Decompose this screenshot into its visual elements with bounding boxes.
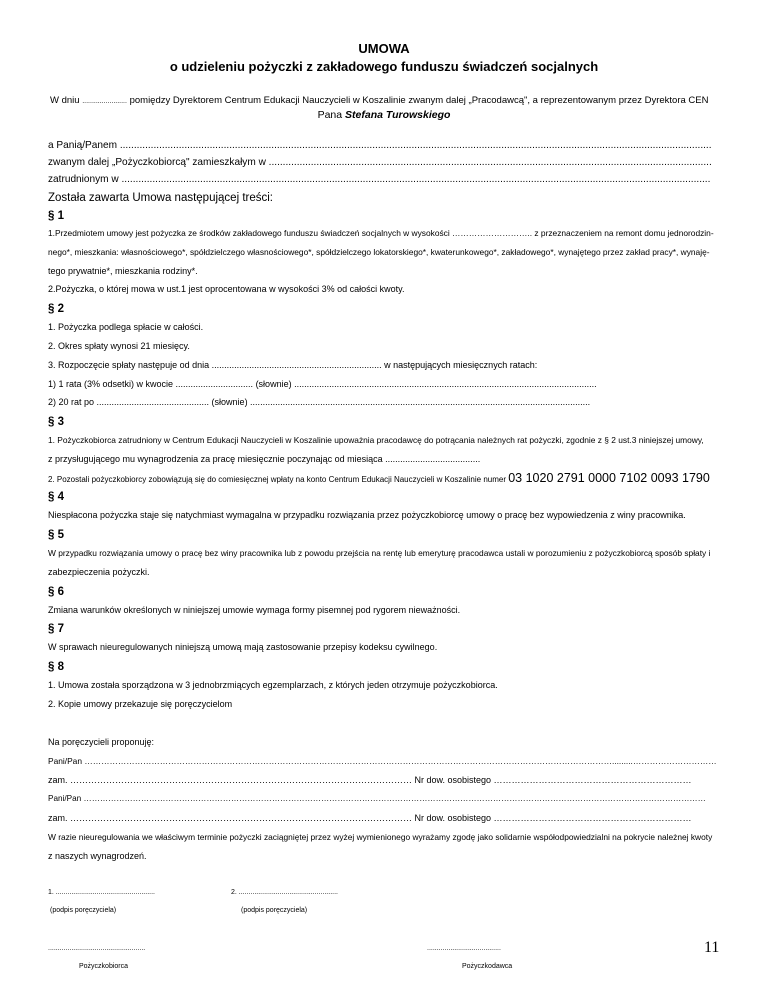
guarantor-1-signature-label: (podpis poręczyciela) (50, 907, 117, 914)
party-line-3: zatrudnionym w .................................................................................................................................................................................................................. (48, 174, 711, 185)
section-1-p1-line1: 1.Przedmiotem umowy jest pożyczka ze środków zakładowego funduszu świadczeń socjalnych w wysokości ……………………….. z przeznaczeniem na remont domu jednorodzin- (48, 228, 714, 238)
section-7-heading: § 7 (48, 623, 64, 635)
section-7-p1: W sprawach nieuregulowanych niniejszą umową mają zastosowanie przepisy kodeksu cywilnego. (48, 642, 438, 652)
guarantors-closing-line1: W razie nieuregulowania we właściwym terminie pożyczki zaciągniętej przez wyżej wymienionego wyrażamy zgodę jako solidarnie współodpowiedzialni na pokrycie należnej kwoty (48, 832, 713, 842)
page-number: 11 (704, 939, 720, 956)
lender-signature-line: ...................................... (427, 945, 501, 952)
section-1-p1-line2: nego*, mieszkania: własnościowego*, spółdzielczego własnościowego*, spółdzielczego lokatorskiego*, kwaterunkowego*, zakładowego*, wynajętego przez zakład pracy*, wynaję- (48, 247, 710, 257)
guarantors-closing-line2: z naszych wynagrodzeń. (48, 851, 147, 861)
section-2-p3: 3. Rozpoczęcie spłaty następuje od dnia .................................................................... w następujących miesięcznych ratach: (48, 360, 538, 370)
section-5-p1-line2: zabezpieczenia pożyczki. (48, 567, 150, 577)
section-1-p2: 2.Pożyczka, o której mowa w ust.1 jest oprocentowana w wysokości 3% od całości kwoty. (48, 284, 405, 294)
section-2-heading: § 2 (48, 303, 64, 315)
borrower-signature-line: .................................................. (48, 945, 146, 952)
section-3-p1-line1: 1. Pożyczkobiorca zatrudniony w Centrum Edukacji Nauczycieli w Koszalinie upoważnia pracodawcę do potrącania należnych rat pożyczki, zgodnie z § 2 ust.3 niniejszej umowy, (48, 435, 704, 445)
section-3-heading: § 3 (48, 416, 64, 428)
intro-line-1: W dniu ....................... pomiędzy Dyrektorem Centrum Edukacji Nauczycieli w Koszalinie zwanym dalej „Pracodawcą", a reprezentowanym przez Dyrektora CEN (50, 95, 709, 106)
guarantor-1-address-line: zam. …………………………………………………………………………………………………… Nr dow. osobistego ………………………………………………………… (48, 775, 692, 785)
section-4-p1: Niespłacona pożyczka staje się natychmiast wymagalna w przypadku rozwiązania przez pożyczkobiorcę umowy o pracę bez wypowiedzenia z winy pracownika. (48, 510, 686, 520)
section-8-p1: 1. Umowa została sporządzona w 3 jednobrzmiących egzemplarzach, z których jeden otrzymuje pożyczkobiorca. (48, 680, 498, 690)
bank-account-number: 03 1020 2791 0000 7102 0093 1790 (508, 471, 710, 485)
section-6-p1: Zmiana warunków określonych w niniejszej umowie wymaga formy pisemnej pod rygorem nieważności. (48, 605, 461, 615)
section-1-p1-line3: tego prywatnie*, mieszkania rodziny*. (48, 266, 198, 276)
section-8-p2: 2. Kopie umowy przekazuje się poręczycielom (48, 699, 233, 709)
document-title: UMOWA (358, 41, 410, 56)
guarantor-2-name-line: Pani/Pan ………………………………………………………………………………………………………………………………………………………………………………………………………… (48, 794, 706, 803)
guarantors-intro: Na poręczycieli proponuję: (48, 737, 155, 747)
guarantor-2-address-line: zam. …………………………………………………………………………………………………… Nr dow. osobistego ………………………………………………………… (48, 813, 692, 823)
borrower-signature-label: Pożyczkobiorca (79, 963, 129, 970)
section-8-heading: § 8 (48, 661, 64, 673)
intro-line-2: Pana Stefana Turowskiego (317, 109, 451, 121)
section-6-heading: § 6 (48, 586, 64, 598)
section-3-p1-line2: z przysługującego mu wynagrodzenia za pracę miesięcznie poczynając od miesiąca ...................................... (48, 454, 481, 464)
contract-intro: Została zawarta Umowa następującej treści: (48, 192, 273, 204)
section-2-p1: 1. Pożyczka podlega spłacie w całości. (48, 322, 204, 332)
guarantor-1-name-line: Pani/Pan ……………………………………………………………………………………………………………………………………………………………………….........………………………… (48, 756, 717, 766)
party-line-1: a Panią/Panem ................................................................................................................................................................................................................... (48, 140, 712, 151)
guarantor-2-signature-label: (podpis poręczyciela) (241, 907, 308, 914)
section-2-p2: 2. Okres spłaty wynosi 21 miesięcy. (48, 341, 190, 351)
section-2-p4: 1) 1 rata (3% odsetki) w kwocie ............................... (słownie) ......................................................................................................................... (48, 379, 597, 389)
section-2-p5: 2) 20 rat po ............................................. (słownie) ........................................................................................................................................ (48, 397, 591, 407)
section-1-heading: § 1 (48, 210, 64, 222)
section-5-heading: § 5 (48, 529, 64, 541)
guarantor-1-signature-line: 1. ................................................... (48, 889, 155, 896)
guarantor-2-signature-line: 2. ................................................... (231, 889, 338, 896)
section-4-heading: § 4 (48, 491, 64, 503)
document-subtitle: o udzieleniu pożyczki z zakładowego funduszu świadczeń socjalnych (169, 59, 599, 74)
party-line-2: zwanym dalej „Pożyczkobiorcą" zamieszkałym w .............................................................................................................................................................. (48, 157, 712, 168)
section-5-p1-line1: W przypadku rozwiązania umowy o pracę bez winy pracownika lub z powodu przejścia na rentę lub emeryturę pracodawca ustali w porozumieniu z pożyczkobiorcą sposób spłaty i (48, 548, 711, 558)
section-3-p2: 2. Pozostali pożyczkobiorcy zobowiązują się do comiesięcznej wpłaty na konto Centrum Edukacji Nauczycieli w Koszalinie numer 03 1020 2791 0000 7102 0093 1790 (48, 471, 710, 485)
lender-signature-label: Pożyczkodawca (462, 963, 513, 970)
